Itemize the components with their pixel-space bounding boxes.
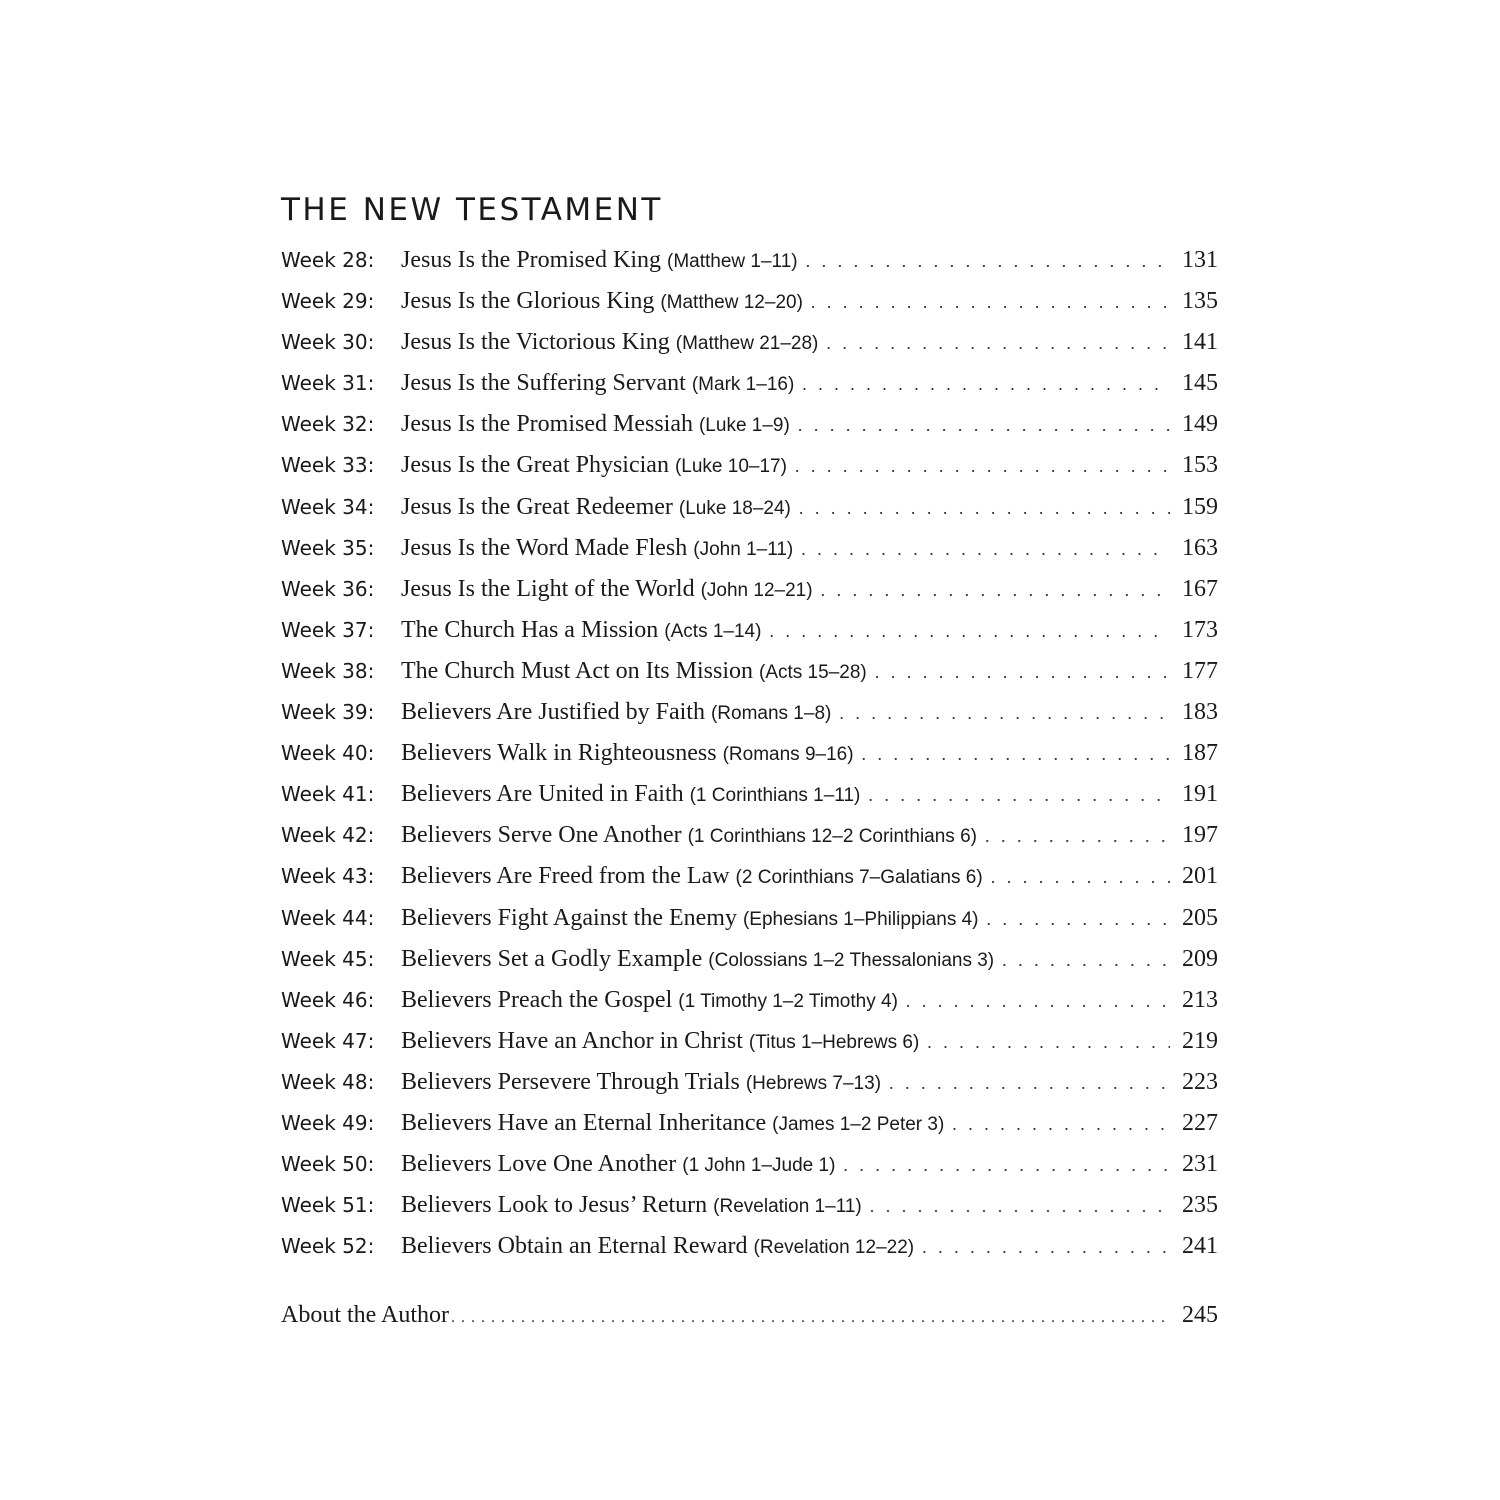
toc-entry[interactable]: [281, 898, 1218, 939]
entry-title: Believers Persevere Through Trials: [401, 1068, 740, 1095]
dot-leader: [889, 1063, 1170, 1104]
dot-leader: [811, 282, 1170, 323]
dot-leader: [1002, 940, 1170, 981]
entry-title: Believers Set a Godly Example: [401, 945, 703, 972]
entry-title: Believers Obtain an Eternal Reward: [401, 1233, 748, 1260]
entry-title: Believers Have an Anchor in Christ: [401, 1027, 743, 1054]
dot-leader: [799, 488, 1170, 529]
entry-title: Believers Have an Eternal Inheritance: [401, 1109, 767, 1136]
scripture-reference: (2 Corinthians 7–Galatians 6): [735, 867, 983, 889]
toc-entry[interactable]: [281, 487, 1218, 528]
week-label: Week 45:: [281, 946, 375, 971]
entry-title: Believers Are Freed from the Law: [401, 863, 730, 890]
scripture-reference: (Revelation 1–11): [713, 1196, 862, 1218]
page-number: 223: [1182, 1068, 1218, 1095]
entry-title: Believers Walk in Righteousness: [401, 740, 717, 767]
page-number: 197: [1182, 822, 1218, 849]
week-label: Week 34:: [281, 494, 375, 519]
toc-entry[interactable]: [281, 1144, 1218, 1185]
dot-leader: [875, 652, 1170, 693]
entry-title: Jesus Is the Great Redeemer: [401, 493, 673, 520]
week-label: Week 50:: [281, 1152, 375, 1177]
toc-entry[interactable]: [281, 1103, 1218, 1144]
week-label: Week 32:: [281, 412, 375, 437]
toc-entry[interactable]: [281, 1226, 1218, 1267]
dot-leader: [906, 981, 1170, 1022]
scripture-reference: (John 1–11): [693, 538, 794, 560]
entry-title: Believers Are United in Faith: [401, 781, 684, 808]
entry-title: Believers Love One Another: [401, 1151, 677, 1178]
page-number: 191: [1182, 781, 1218, 808]
page-number: 153: [1182, 452, 1218, 479]
toc-entry[interactable]: [281, 1021, 1218, 1062]
page-number: 145: [1182, 370, 1218, 397]
page-number: 227: [1182, 1109, 1218, 1136]
toc-entry[interactable]: [281, 363, 1218, 404]
page-number: 135: [1182, 288, 1218, 315]
entry-title: Jesus Is the Promised Messiah: [401, 411, 693, 438]
toc-entry[interactable]: [281, 610, 1218, 651]
page-number: 159: [1182, 493, 1218, 520]
toc-list: [281, 240, 1218, 1267]
toc-entry[interactable]: [281, 281, 1218, 322]
scripture-reference: (Colossians 1–2 Thessalonians 3): [708, 949, 995, 971]
entry-title: Jesus Is the Word Made Flesh: [401, 534, 688, 561]
scripture-reference: (Titus 1–Hebrews 6): [748, 1031, 920, 1053]
toc-entry[interactable]: [281, 240, 1218, 281]
toc-entry[interactable]: [281, 980, 1218, 1021]
scripture-reference: (Acts 15–28): [759, 661, 867, 683]
entry-title: Believers Fight Against the Enemy: [401, 904, 737, 931]
toc-entry[interactable]: [281, 322, 1218, 363]
week-label: Week 43:: [281, 864, 375, 889]
week-label: Week 38:: [281, 658, 375, 683]
section-title: THE NEW TESTAMENT: [281, 192, 663, 228]
toc-entry[interactable]: [281, 528, 1218, 569]
dot-leader: [802, 364, 1170, 405]
toc-entry[interactable]: [281, 1185, 1218, 1226]
scripture-reference: (John 12–21): [700, 579, 813, 601]
week-label: Week 51:: [281, 1193, 375, 1218]
page-number: 187: [1182, 740, 1218, 767]
week-label: Week 52:: [281, 1234, 375, 1259]
scripture-reference: (Matthew 1–11): [667, 251, 798, 272]
scripture-reference: (Luke 1–9): [698, 415, 790, 437]
week-label: Week 36:: [281, 576, 375, 601]
page-number: 209: [1182, 945, 1218, 972]
dot-leader: [868, 775, 1170, 816]
page-number: 201: [1182, 863, 1218, 890]
toc-entry[interactable]: [281, 404, 1218, 445]
entry-title: Jesus Is the Great Physician: [401, 452, 669, 479]
week-label: Week 31:: [281, 371, 375, 396]
page-number: 149: [1182, 411, 1218, 438]
page-number: 167: [1182, 575, 1218, 602]
week-label: Week 28:: [281, 248, 375, 272]
week-label: Week 44:: [281, 905, 375, 930]
scripture-reference: (Matthew 21–28): [675, 333, 819, 355]
page-number: 231: [1182, 1151, 1218, 1178]
scripture-reference: (1 Corinthians 12–2 Corinthians 6): [687, 826, 977, 848]
toc-entry[interactable]: [281, 939, 1218, 980]
entry-title: Jesus Is the Suffering Servant: [401, 370, 686, 397]
entry-title: Jesus Is the Glorious King: [401, 288, 655, 315]
toc-entry[interactable]: [281, 774, 1218, 815]
week-label: Week 49:: [281, 1110, 375, 1135]
dot-leader: [806, 241, 1170, 282]
dot-leader: [987, 899, 1171, 940]
week-label: Week 48:: [281, 1069, 375, 1094]
dot-leader: [826, 323, 1170, 364]
entry-title: Jesus Is the Light of the World: [401, 575, 695, 602]
week-label: Week 47:: [281, 1028, 375, 1053]
scripture-reference: (1 Timothy 1–2 Timothy 4): [678, 990, 898, 1012]
page-number: 183: [1182, 699, 1218, 726]
week-label: Week 40:: [281, 741, 375, 766]
dot-leader: [821, 570, 1170, 611]
entry-title: Jesus Is the Victorious King: [401, 329, 670, 356]
toc-entry[interactable]: [281, 1062, 1218, 1103]
scripture-reference: (Ephesians 1–Philippians 4): [742, 908, 979, 930]
toc-about-row[interactable]: [281, 1295, 1218, 1338]
dot-leader: [795, 446, 1170, 487]
scripture-reference: (Luke 18–24): [678, 497, 791, 519]
dot-leader: [870, 1186, 1170, 1227]
about-author-label: About the Author: [281, 1302, 449, 1329]
page-number: 213: [1182, 986, 1218, 1013]
table-of-contents: [281, 190, 1218, 1338]
page-number: 205: [1182, 904, 1218, 931]
scripture-reference: (Acts 1–14): [664, 620, 762, 642]
scripture-reference: (Revelation 12–22): [753, 1237, 915, 1259]
page-number: 245: [1182, 1302, 1218, 1329]
dot-leader: [801, 529, 1170, 570]
page-number: 219: [1182, 1027, 1218, 1054]
page-number: 241: [1182, 1233, 1218, 1260]
toc-entry[interactable]: [281, 569, 1218, 610]
scripture-reference: (Romans 1–8): [710, 703, 832, 725]
scripture-reference: (1 Corinthians 1–11): [689, 785, 861, 807]
week-label: Week 33:: [281, 453, 375, 478]
week-label: Week 29:: [281, 289, 375, 314]
scripture-reference: (1 John 1–Jude 1): [682, 1155, 836, 1177]
dot-leader: [952, 1104, 1170, 1145]
scripture-reference: (Hebrews 7–13): [745, 1072, 882, 1094]
entry-title: Jesus Is the Promised King: [401, 247, 661, 273]
page-number: 141: [1182, 329, 1218, 356]
toc-entry[interactable]: [281, 815, 1218, 856]
page-number: 131: [1182, 247, 1218, 273]
week-label: Week 46:: [281, 987, 375, 1012]
dot-leader: [451, 1297, 1172, 1338]
toc-entry[interactable]: [281, 445, 1218, 486]
entry-title: Believers Preach the Gospel: [401, 986, 673, 1013]
scripture-reference: (Mark 1–16): [691, 374, 795, 396]
dot-leader: [798, 405, 1170, 446]
scripture-reference: (James 1–2 Peter 3): [772, 1113, 945, 1135]
entry-title: Believers Are Justified by Faith: [401, 699, 705, 726]
scripture-reference: (Romans 9–16): [722, 744, 854, 766]
dot-leader: [862, 734, 1170, 775]
entry-title: Believers Look to Jesus’ Return: [401, 1192, 708, 1219]
toc-entry[interactable]: [281, 856, 1218, 897]
week-label: Week 35:: [281, 535, 375, 560]
toc-entry[interactable]: [281, 733, 1218, 774]
dot-leader: [927, 1022, 1170, 1063]
dot-leader: [769, 611, 1170, 652]
page-number: 177: [1182, 657, 1218, 684]
week-label: Week 37:: [281, 617, 375, 642]
entry-title: Believers Serve One Another: [401, 822, 682, 849]
week-label: Week 42:: [281, 823, 375, 848]
entry-title: The Church Has a Mission: [401, 616, 659, 643]
dot-leader: [991, 857, 1170, 898]
week-label: Week 30:: [281, 330, 375, 355]
dot-leader: [985, 816, 1170, 857]
scripture-reference: (Luke 10–17): [674, 456, 787, 478]
dot-leader: [843, 1145, 1170, 1186]
dot-leader: [839, 693, 1170, 734]
week-label: Week 39:: [281, 700, 375, 725]
scripture-reference: (Matthew 12–20): [660, 292, 803, 314]
entry-title: The Church Must Act on Its Mission: [401, 657, 753, 684]
page-number: 163: [1182, 534, 1218, 561]
week-label: Week 41:: [281, 782, 375, 807]
page-number: 173: [1182, 616, 1218, 643]
toc-entry[interactable]: [281, 692, 1218, 733]
toc-entry[interactable]: [281, 651, 1218, 692]
dot-leader: [922, 1227, 1170, 1268]
page-number: 235: [1182, 1192, 1218, 1219]
